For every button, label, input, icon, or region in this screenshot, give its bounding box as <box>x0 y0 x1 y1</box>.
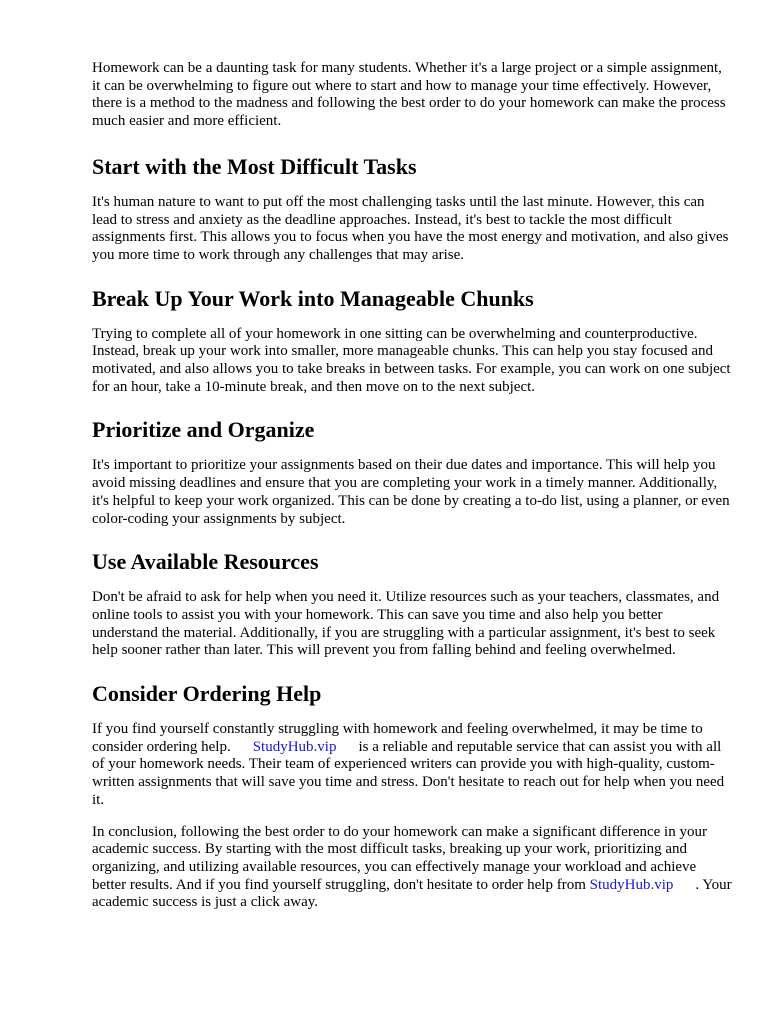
paragraph-manageable-chunks: Trying to complete all of your homework in one sitting can be overwhelming and counterproductive. Instead, break up your work into smaller, more manageable chunks. This can help you stay focused and motivated, and also allows you to take breaks in between tasks. For example, you can work on one subject for an hour, take a 10-minute break, and then move on to the next subject. <box>92 325 731 395</box>
paragraph-ordering-help <box>92 721 732 810</box>
heading-most-difficult-tasks: Start with the Most Difficult Tasks <box>92 153 417 179</box>
ordering-help-text-after: is a reliable and reputable service that can assist you with all of your homework needs. Their team of experienced writers can provide you with high-quality, custom-written assignments that will save you time and stress. Don't hesitate to reach out for help when you need it. <box>92 738 725 808</box>
document-page <box>92 60 732 912</box>
conclusion-paragraph <box>92 824 732 913</box>
studyhub-link[interactable]: StudyHub.vip <box>252 738 337 755</box>
conclusion-text-after: . Your academic success is just a click away. <box>92 876 732 911</box>
paragraph-prioritize-organize: It's important to prioritize your assignments based on their due dates and importance. This will help you avoid missing deadlines and ensure that you are completing your work in a timely manner. Additionally, it's helpful to keep your work organized. This can be done by creating a to-do list, using a planner, or even color-coding your assignments by subject. <box>92 457 730 527</box>
heading-available-resources: Use Available Resources <box>92 549 319 575</box>
heading-prioritize-organize: Prioritize and Organize <box>92 417 315 443</box>
intro-paragraph: Homework can be a daunting task for many students. Whether it's a large project or a simple assignment, it can be overwhelming to figure out where to start and how to manage your time effectively. However, there is a method to the madness and following the best order to do your homework can make the process much easier and more efficient. <box>92 60 726 130</box>
heading-manageable-chunks: Break Up Your Work into Manageable Chunks <box>92 285 534 311</box>
paragraph-most-difficult-tasks: It's human nature to want to put off the most challenging tasks until the last minute. However, this can lead to stress and anxiety as the deadline approaches. Instead, it's best to tackle the most difficult assignments first. This allows you to focus when you have the most energy and motivation, and also gives you more time to work through any challenges that may arise. <box>92 193 729 263</box>
paragraph-available-resources: Don't be afraid to ask for help when you need it. Utilize resources such as your teachers, classmates, and online tools to assist you with your homework. This can save you time and also help you better understand the material. Additionally, if you are struggling with a particular assignment, it's best to seek help sooner rather than later. This will prevent you from falling behind and feeling overwhelmed. <box>92 589 720 659</box>
ordering-help-text-before: If you find yourself constantly struggling with homework and feeling overwhelmed, it may be time to consider ordering help. <box>92 721 703 755</box>
studyhub-link-conclusion[interactable]: StudyHub.vip <box>589 876 674 893</box>
conclusion-text-before: In conclusion, following the best order to do your homework can make a significant difference in your academic success. By starting with the most difficult tasks, breaking up your work, prioritizing and organizing, and utilizing available resources, you can effectively manage your workload and achieve better results. And if you find yourself struggling, don't hesitate to order help from <box>92 823 707 893</box>
heading-ordering-help: Consider Ordering Help <box>92 681 322 707</box>
